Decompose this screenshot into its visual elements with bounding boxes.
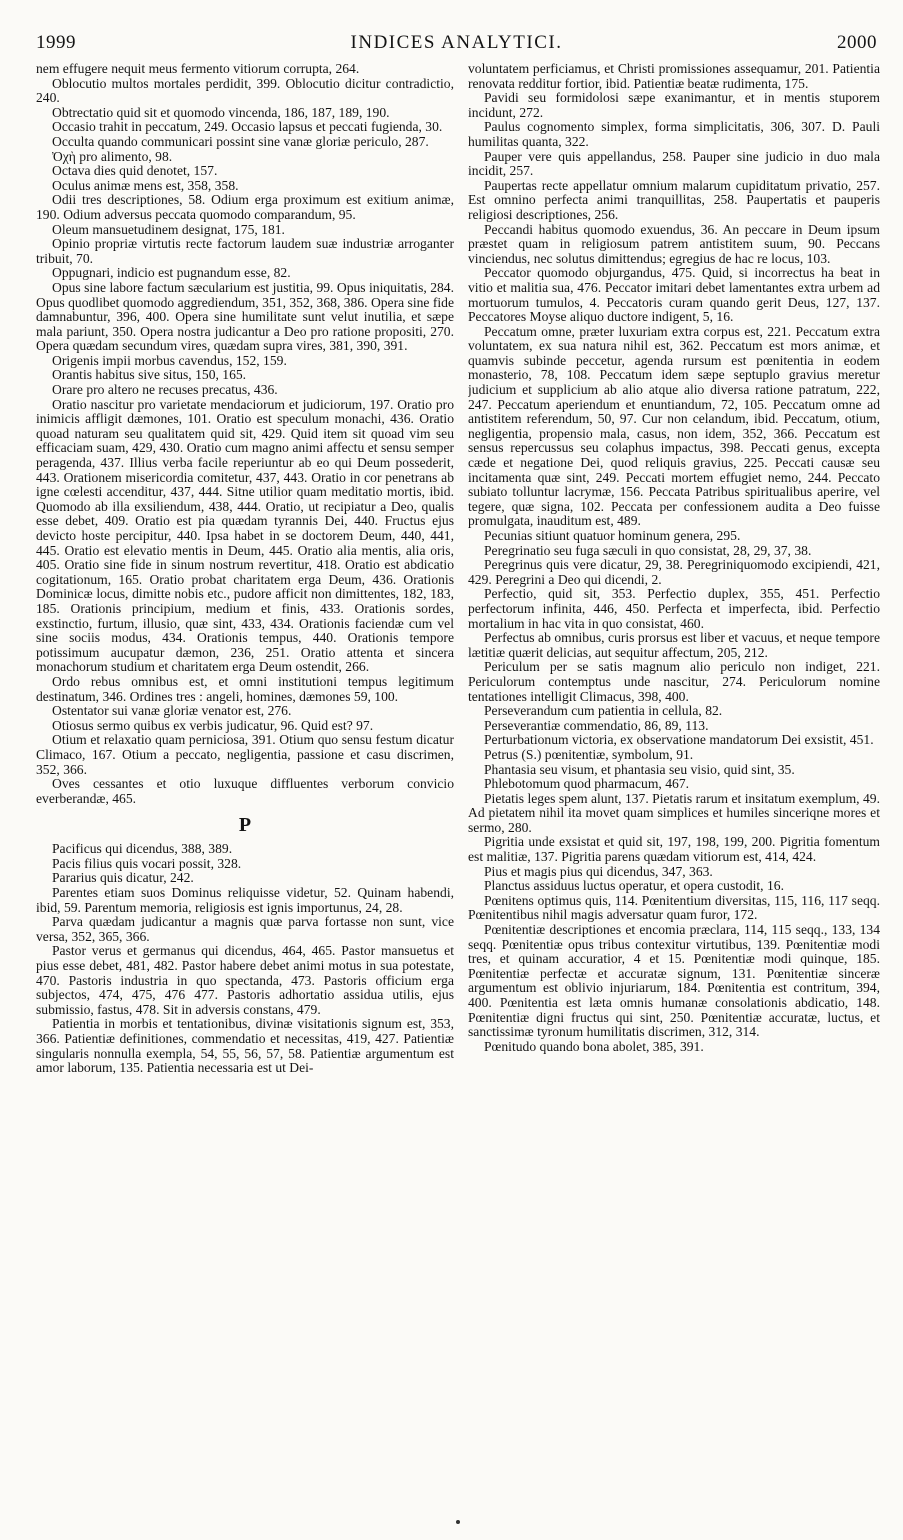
index-entry: Pœnitens optimus quis, 114. Pœnitentium diversitas, 115, 116, 117 seqq. Pœnitentibus nihil magis adversatur quam furor, 172. <box>468 892 880 923</box>
index-entry: Petrus (S.) pœnitentiæ, symbolum, 91. <box>484 746 694 762</box>
section-letter: P <box>238 814 252 837</box>
index-entry: Peccatum omne, præter luxuriam extra corpus est, 221. Peccatum extra voluntatem, ex sua natura nihil est, 362. Peccatum est mors animæ, et quamvis subinde peccetur, agenda rursum est pœnitentia in eodem monasterio, 78, 108. Peccatum idem sæpe septuplo gravius meretur judicium et supplicium ab alio atque alio diversa ratione patratum, 222, 247. Peccatum aperiendum et enuntiandum, 72, 105. Peccatum omne ad antistitem referendum, 50, 97. Cur non celandum, ibid. Peccatum, otium, negligentia, propensio mala, casus, non idem, 352, 366. Peccatum est sensus repercussus seu colaphus impactus, 398. Peccati genus, excepta cæde et negatione Dei, quod reliquis gravius, 225. Peccati causæ seu incitamenta quæ sint, 249. Peccati mortem effugiet nemo, 244. Peccato subiato tolluntur lacrymæ, 156. Peccata Patribus spiritualibus aperire, vel tegere, quæ signa, 102. Peccata per confessionem audita a Deo fuisse promulgata, inauditum est, 489. <box>468 323 880 529</box>
index-entry: Oppugnari, indicio est pugnandum esse, 82. <box>52 265 291 281</box>
index-entry: Pigritia unde exsistat et quid sit, 197, 198, 199, 200. Pigritia fomentum est malitiæ, 137. Pigritia parens quædam vitiorum est, 414, 424. <box>468 834 880 865</box>
index-entry: Orantis habitus sive situs, 150, 165. <box>52 367 247 383</box>
index-entry: nem effugere nequit meus fermento vitiorum corrupta, 264. <box>36 62 360 76</box>
index-entry: Paupertas recte appellatur omnium malarum cupiditatum privatio, 257. Est omnino perfecta animi tranquillitas, 258. Paupertatis et pauperis religiosi descriptiones, 256. <box>468 177 880 222</box>
index-entry: Oratio nascitur pro varietate mendaciorum et judiciorum, 197. Oratio pro inimicis affligit dæmones, 101. Oratio est speculum monachi, 436. Oratio quoad naturam seu qualitatem quid sit, 429. Quid item sit quoad vim seu efficaciam suam, 429, 430. Oratio cum magno animi affectu et sensu semper peragenda, 437. Illius verba facile reperiuntur ab eo qui Deum possederit, 443. Orationem misericordia comitetur, 437, 443. Oratio in cor penetrans ab igne cœlesti accenditur, 437, 444. Sitne utilior quam meditatio mortis, ibid. Quomodo ab illa exsiliendum, 438, 444. Oratio, ut recipiatur a Deo, qualis esse debet, 409. Oratio est pia quædam tyrannis Dei, 440. Fructus ejus devicto hoste percipitur, 440. Ipsa habet in se doctorem Deum, 440, 441, 445. Oratio est elevatio mentis in Deum, 445. Oratio alia mentis, alia oris, 405. Oratio sine fide in sinum nostrum revertitur, 418. Oratio est abdicatio cogitationum, 165. Oratio probat charitatem erga Deum, 436. Orationis Dominicæ locus, dimitte nobis etc., pudore afficit non dimittentes, 182, 183, 185. Orationis principium, medium et finis, 433. Orationis sordes, exstinctio, furtum, illusio, quæ sint, 433, 434. Orationis faciendæ cum vel sine sociis modus, 434. Orationis tempus, 440. Orationis tempore potissimum aucupatur dæmon, 236, 251. Oratio attenta et sincera monachorum studium et charitatem erga Deum ostendit, 266. <box>36 396 454 675</box>
index-entry: Perfectio, quid sit, 353. Perfectio duplex, 355, 451. Perfectio perfectorum infinita, 446, 450. Perfecta et imperfecta, ibid. Perfectio mortalium in hac vita in quo consistat, 460. <box>468 586 880 631</box>
index-entry: Pœnitentiæ descriptiones et encomia præclara, 114, 115 seqq., 133, 134 seqq. Pœnitentiæ opus tribus contexitur virtutibus, 139. Pœnitentiæ modi tres, et quinam accuratior, 4 et 15. Pœnitentiæ modi quinque, 185. Pœnitentiæ perfectæ et accuratæ signum, 131. Pœnitentiæ sinceræ argumentum est oblivio injuriarum, 184. Pœnitentia est contritum, 394, 400. Pœnitentia est læta omnis humanæ consolationis abdicatio, 148. Pœnitentiæ digni fructus qui sint, 250. Pœnitentiæ accuratæ, luctus, et sanctissimæ tyronum humilitatis discrimen, 312, 314. <box>468 922 880 1040</box>
index-entry: Origenis impii morbus cavendus, 152, 159. <box>52 352 287 368</box>
index-entry: voluntatem perficiamus, et Christi promissiones assequamur, 201. Patientia renovata redditur fortior, ibid. Patientiæ beatæ rudimenta, 175. <box>468 62 880 91</box>
index-entry: Oculus animæ mens est, 358, 358. <box>52 177 239 193</box>
index-entry: Pacis filius quis vocari possit, 328. <box>52 855 242 871</box>
index-entry: Pauper vere quis appellandus, 258. Pauper sine judicio in duo mala incidit, 257. <box>468 148 880 179</box>
index-entry: Peregrinatio seu fuga sæculi in quo consistat, 28, 29, 37, 38. <box>484 542 812 558</box>
index-entry: Occulta quando communicari possint sine vanæ gloriæ periculo, 287. <box>52 133 429 149</box>
index-entry: Peccator quomodo objurgandus, 475. Quid, si incorrectus ha beat in vitio et malitia sua, 476. Peccator imitari debet lamentantes extra urbem ad mortuorum tumulos, 4. Peccatoris curam quando gerit Deus, 127, 137. Peccatores Moyse aliquo ductore indigent, 5, 16. <box>468 265 880 325</box>
index-entry: Oblocutio multos mortales perdidit, 399. Oblocutio dicitur contradictio, 240. <box>36 75 454 106</box>
index-entry: Peccandi habitus quomodo exuendus, 36. An peccare in Deum ipsum præstet quam in religiosum patrem antistitem suum, 90. Peccans vinciendus, nec solutus dimittendus; egregius de hac re locus, 103. <box>468 221 880 266</box>
index-entry: Planctus assiduus luctus operatur, et opera custodit, 16. <box>484 878 784 894</box>
index-entry: Otiosus sermo quibus ex verbis judicatur, 96. Quid est? 97. <box>52 717 374 733</box>
index-entry: Pecunias sitiunt quatuor hominum genera, 295. <box>484 528 741 543</box>
index-entry: Phantasia seu visum, et phantasia seu visio, quid sint, 35. <box>484 761 795 777</box>
index-entry: Opinio propriæ virtutis recte factorum laudem suæ industriæ arroganter tribuit, 70. <box>36 236 454 266</box>
index-entry: Otium et relaxatio quam perniciosa, 391. Otium quo sensu festum dicatur Climaco, 167. Otium a peccato, negligentia, passione et casu discrimen, 352, 366. <box>36 732 454 777</box>
index-entry: Pacificus qui dicendus, 388, 389. <box>52 841 233 857</box>
index-entry: Ordo rebus omnibus est, et omni institutioni tempus legitimum destinatum, 346. Ordines tres : angeli, homines, dæmones 59, 100. <box>36 673 454 704</box>
index-entry: Ostentator sui vanæ gloriæ venator est, 276. <box>52 703 292 719</box>
index-entry: Perseverandum cum patientia in cellula, 82. <box>484 703 723 719</box>
right-column <box>468 62 880 1482</box>
print-speck <box>456 1520 460 1524</box>
index-entry: Pietatis leges spem alunt, 137. Pietatis rarum et insitatum exemplum, 49. Ad pietatem nihil ita movet quam simplices et humiles sinceriqne mores et sermo, 280. <box>468 790 880 835</box>
index-entry: Patientia in morbis et tentationibus, divinæ visitationis signum est, 353, 366. Patientiæ definitiones, commendatio et necessitas, 419, 427. Patientiæ singularis nonnulla exempla, 54, 55, 56, 57, 58. Patientiæ argumentum est amor laborum, 135. Patientia necessaria est ut Dei- <box>36 1016 454 1076</box>
index-entry: Odii tres descriptiones, 58. Odium erga proximum est exitium animæ, 190. Odium adversus peccata quomodo comparandum, 95. <box>36 192 454 222</box>
index-entry: Obtrectatio quid sit et quomodo vincenda, 186, 187, 189, 190. <box>52 104 390 120</box>
index-entry: Oleum mansuetudinem designat, 175, 181. <box>52 221 285 237</box>
index-entry: Pararius quis dicatur, 242. <box>52 870 194 886</box>
index-entry: Pœnitudo quando bona abolet, 385, 391. <box>484 1038 704 1054</box>
index-entry: Orare pro altero ne recuses precatus, 436. <box>52 382 278 398</box>
index-entry: Parentes etiam suos Dominus reliquisse videtur, 52. Quinam habendi, ibid, 59. Parentum memoria, religiosis est ignis importunus, 24, 28. <box>36 885 454 915</box>
index-entry: Occasio trahit in peccatum, 249. Occasio lapsus et peccati fugienda, 30. <box>52 119 443 135</box>
index-entry: Parva quædam judicantur a magnis quæ parva fortasse non sunt, vice versa, 352, 365, 366. <box>36 914 454 944</box>
index-entry: Perfectus ab omnibus, curis prorsus est liber et vacuus, et neque tempore lætitiæ quærit delicias, aut sequitur affectum, 205, 212. <box>468 630 880 660</box>
index-entry: Octava dies quid denotet, 157. <box>52 163 218 179</box>
index-entry: Oves cessantes et otio luxuque diffluentes verborum convicio everberandæ, 465. <box>36 776 454 806</box>
index-entry: Perturbationum victoria, ex observatione mandatorum Dei exsistit, 451. <box>484 732 874 748</box>
index-entry: Phlebotomum quod pharmacum, 467. <box>484 776 690 792</box>
index-entry: Perseverantiæ commendatio, 86, 89, 113. <box>484 717 709 733</box>
index-entry: Pavidi seu formidolosi sæpe exanimantur, et in mentis stuporem incidunt, 272. <box>468 90 880 120</box>
page-header <box>36 32 877 58</box>
index-entry: Ὀχὴ pro alimento, 98. <box>52 148 173 164</box>
page-title: INDICES ANALYTICI. <box>350 32 563 53</box>
page-number-left: 1999 <box>36 32 76 53</box>
left-column <box>36 62 454 1482</box>
index-entry: Pastor verus et germanus qui dicendus, 464, 465. Pastor mansuetus et pius esse debet, 481, 482. Pastor habere debet animi motus in sua potestate, 470. Pastoris industria in quo spectanda, 473. Pastoris officium erga subjectos, 474, 475, 476 477. Pastoris adhortatio assidua utilis, ejus submissio, fastus, 478. Sit in adversis constans, 479. <box>36 943 454 1017</box>
index-entry: Opus sine labore factum sæcularium est justitia, 99. Opus iniquitatis, 284. Opus quodlibet quomodo aggrediendum, 351, 352, 368, 386. Opera sine fide damnabuntur, 396, 400. Opera sine humilitate sunt velut inutilia, et sæpe mala pariunt, 350. Opera nostra judicantur a Deo pro ratione propositi, 270. Opera quædam secundum vires, quædam supra vires, 381, 390, 391. <box>36 279 454 354</box>
page-number-right: 2000 <box>837 32 877 53</box>
index-entry: Pius et magis pius qui dicendus, 347, 363. <box>484 863 713 879</box>
index-entry: Periculum per se satis magnum alio periculo non indiget, 221. Periculorum contemptus unde nascitur, 274. Periculorum nomine tentationes intelligit Climacus, 398, 400. <box>468 659 880 704</box>
index-entry: Paulus cognomento simplex, forma simplicitatis, 306, 307. D. Pauli humilitas quanta, 322. <box>468 119 880 149</box>
index-entry: Peregrinus quis vere dicatur, 29, 38. Peregriniquomodo excipiendi, 421, 429. Peregrini a Deo qui dicendi, 2. <box>468 557 880 587</box>
